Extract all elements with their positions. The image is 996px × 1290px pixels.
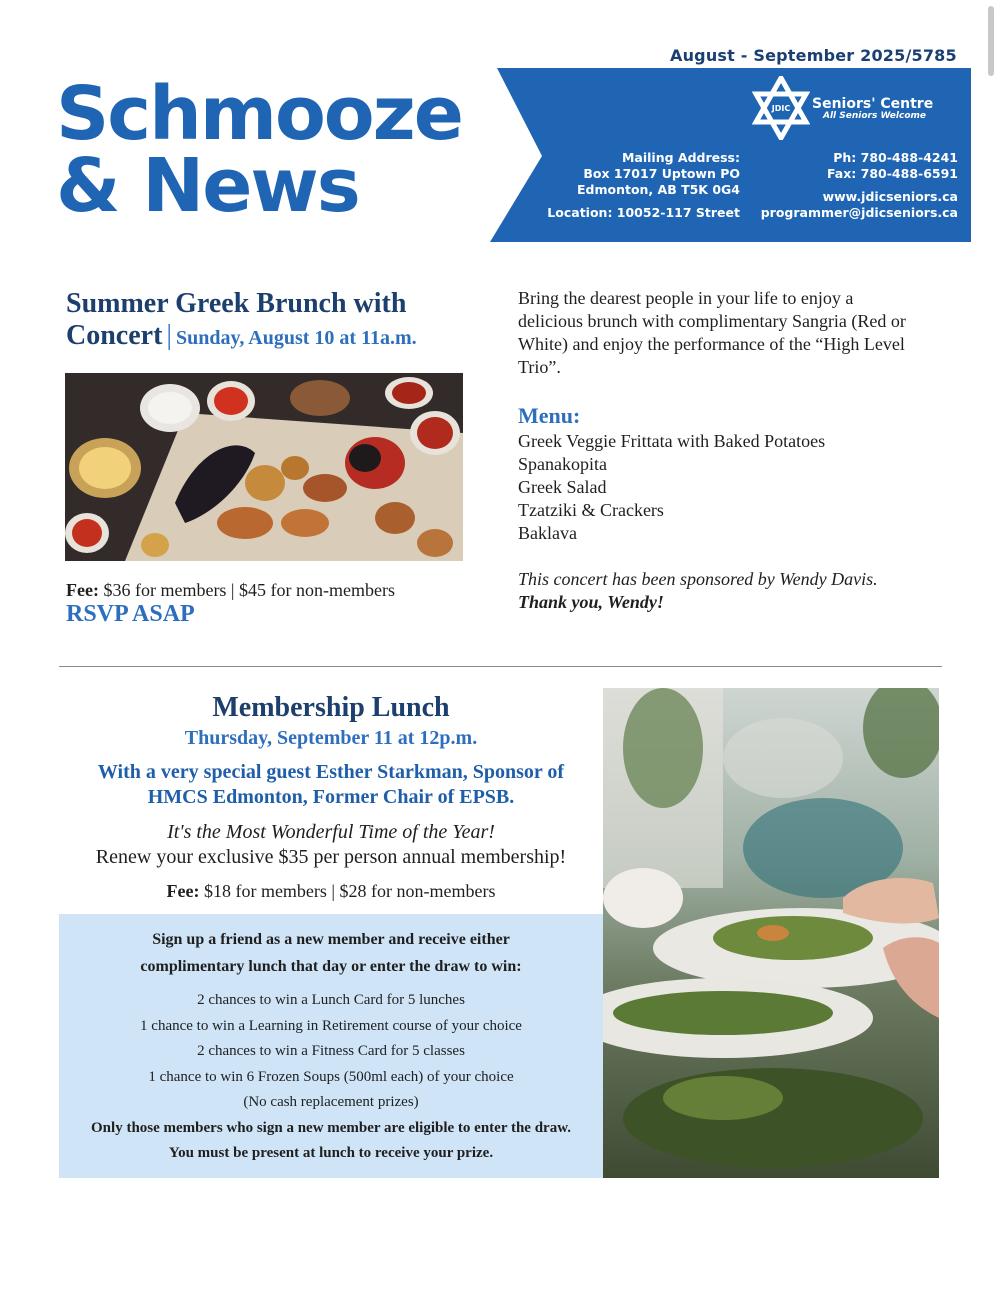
referral-promo-box (59, 914, 603, 1178)
presence-rule: You must be present at lunch to receive your prize. (168, 1145, 494, 1161)
prize-item: (No cash replacement prizes) (243, 1094, 419, 1110)
sponsor-note (518, 568, 878, 614)
star-of-david-logo-icon (752, 76, 810, 140)
brunch-title-line-1: Summer Greek Brunch with (66, 288, 407, 319)
prize-item: 2 chances to win a Fitness Card for 5 classes (197, 1043, 465, 1059)
phone-fax (827, 150, 958, 182)
centre-name: Seniors' Centre (812, 96, 934, 112)
masthead-line-1: Schmooze (56, 71, 462, 157)
brunch-fee (66, 580, 395, 601)
mailing-address (577, 150, 740, 198)
fee-amounts: $18 for members | $28 for non-members (199, 881, 496, 901)
web-contacts (761, 189, 958, 221)
menu-list (518, 430, 825, 545)
prize-item: 1 chance to win a Learning in Retirement course of your choice (140, 1017, 522, 1034)
mailing-label: Mailing Address: (621, 150, 740, 165)
scrollbar[interactable] (988, 6, 994, 76)
fee-label: Fee: (166, 881, 200, 901)
prize-list (59, 988, 603, 1116)
title-separator: | (166, 320, 173, 351)
masthead-title (56, 71, 462, 229)
salad-photo (603, 688, 939, 1178)
brunch-title (66, 288, 417, 354)
eligibility-rule: Only those members who sign a new member are eligible to enter the draw. (91, 1119, 571, 1136)
contact-banner (490, 68, 971, 242)
masthead-line-2: & News (56, 143, 359, 229)
sponsor-line: This concert has been sponsored by Wendy Davis. (518, 569, 878, 589)
lunch-fee (59, 880, 603, 903)
fax-number: Fax: 780-488-6591 (826, 166, 958, 181)
menu-item: Tzatziki & Crackers (518, 500, 664, 520)
renew-membership: Renew your exclusive $35 per person annual membership! (95, 846, 567, 868)
lunch-date: Thursday, September 11 at 12p.m. (184, 727, 478, 749)
promo-lead-1: Sign up a friend as a new member and receive either (152, 931, 510, 948)
greek-food-photo (65, 373, 463, 561)
phone-number: Ph: 780-488-4241 (833, 150, 958, 165)
menu-heading: Menu: (518, 403, 581, 428)
prize-item: 1 chance to win 6 Frozen Soups (500ml each) of your choice (148, 1068, 514, 1085)
special-guest: With a very special guest Esther Starkman, Sponsor of HMCS Edmonton, Former Chair of EPSB. (97, 761, 565, 808)
section-divider (59, 666, 942, 667)
centre-tagline: All Seniors Welcome (823, 111, 926, 121)
brunch-date: Sunday, August 10 at 11a.m. (176, 327, 417, 349)
lunch-tagline: It's the Most Wonderful Time of the Year! (167, 821, 495, 843)
email-link[interactable]: programmer@jdicseniors.ca (760, 205, 958, 220)
issue-date: August - September 2025/5785 (670, 46, 957, 65)
website-link[interactable]: www.jdicseniors.ca (822, 189, 958, 204)
menu-item: Spanakopita (518, 454, 607, 474)
membership-lunch-section (59, 690, 603, 903)
promo-lead-2: complimentary lunch that day or enter the draw to win: (140, 958, 522, 975)
mailing-line-2: Edmonton, AB T5K 0G4 (576, 182, 740, 197)
brunch-title-line-2: Concert (66, 320, 163, 351)
prize-item: 2 chances to win a Lunch Card for 5 lunches (197, 992, 465, 1008)
fee-amounts: $36 for members | $45 for non-members (98, 580, 396, 600)
location-address: Location: 10052-117 Street (547, 205, 740, 220)
fee-label: Fee: (66, 580, 99, 600)
menu-item: Greek Veggie Frittata with Baked Potatoes (518, 431, 826, 451)
thank-you-line: Thank you, Wendy! (518, 592, 664, 612)
rsvp-text: RSVP ASAP (66, 601, 195, 627)
mailing-line-1: Box 17017 Uptown PO (583, 166, 740, 181)
menu-item: Greek Salad (518, 477, 607, 497)
lunch-title: Membership Lunch (212, 692, 450, 723)
brunch-description: Bring the dearest people in your life to enjoy a delicious brunch with complimentary Sangria (Red or White) and enjoy the performance of the “High Level Trio”. (518, 288, 906, 377)
menu-item: Baklava (518, 523, 577, 543)
logo-text: JDIC (771, 104, 791, 113)
